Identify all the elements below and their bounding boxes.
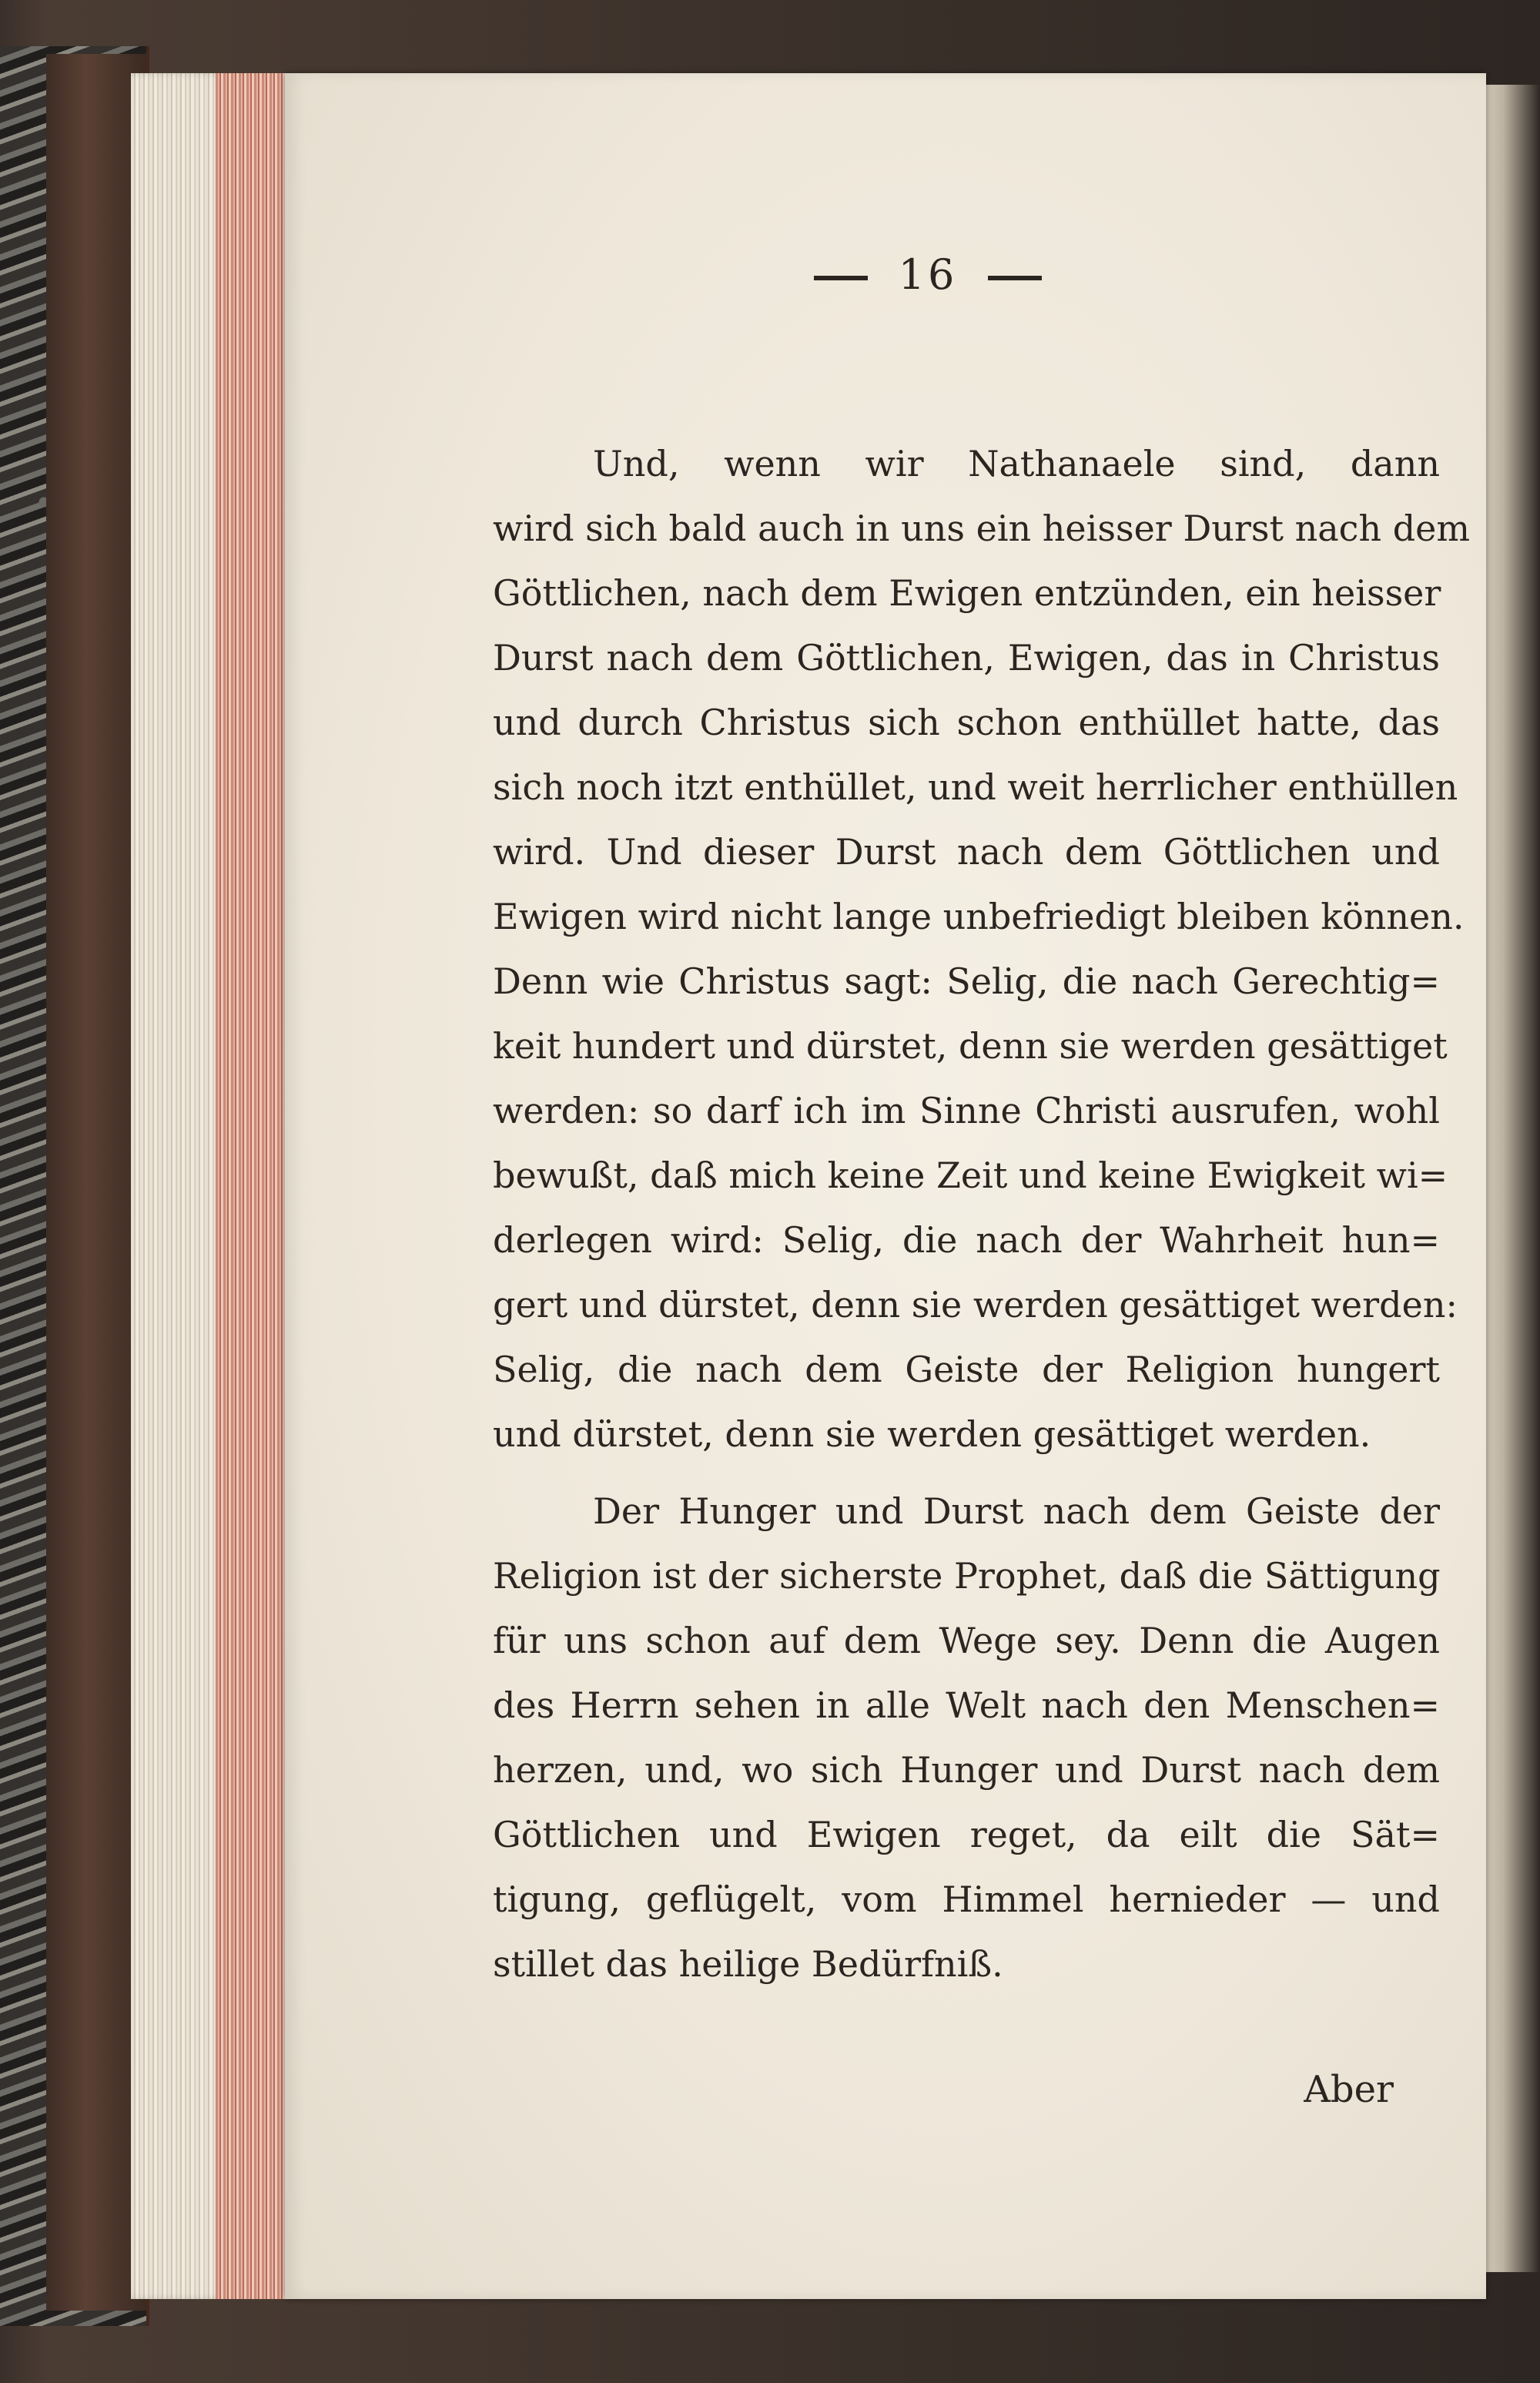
text-line: sich noch itzt enthüllet, und weit herrlicher enthüllen — [493, 766, 1458, 808]
text-line: Göttlichen, nach dem Ewigen entzünden, ein heisser — [493, 572, 1441, 614]
text-line: Denn wie Christus sagt: Selig, die nach Gerechtig= — [493, 960, 1440, 1002]
text-line: stillet das heilige Bedürfniß. — [493, 1943, 1003, 1985]
text-line: tigung, geflügelt, vom Himmel hernieder — und — [493, 1879, 1440, 1920]
red-page-edges — [216, 73, 285, 2299]
text-line: des Herrn sehen in alle Welt nach den Menschen= — [493, 1684, 1440, 1726]
paragraph-1 — [493, 431, 1470, 1466]
facing-page-edge — [1478, 85, 1540, 2272]
text-line: gert und dürstet, denn sie werden gesättiget werden: — [493, 1284, 1458, 1326]
text-line: für uns schon auf dem Wege sey. Denn die Augen — [493, 1620, 1440, 1661]
header-dash-left — [814, 276, 868, 280]
catchword: Aber — [1304, 2068, 1394, 2111]
text-line: derlegen wird: Selig, die nach der Wahrheit hun= — [493, 1219, 1440, 1261]
text-line: und dürstet, denn sie werden gesättiget werden. — [493, 1413, 1371, 1455]
text-line: Selig, die nach dem Geiste der Religion hungert — [493, 1349, 1440, 1390]
text-line: wird. Und dieser Durst nach dem Göttlichen und — [493, 831, 1440, 873]
text-line: Durst nach dem Göttlichen, Ewigen, das in Christus — [493, 637, 1440, 679]
text-line: bewußt, daß mich keine Zeit und keine Ewigkeit wi= — [493, 1155, 1448, 1196]
text-line: Der Hunger und Durst nach dem Geiste der — [593, 1490, 1440, 1532]
book-page — [285, 73, 1486, 2299]
text-line: keit hundert und dürstet, denn sie werden gesättiget — [493, 1025, 1448, 1067]
text-line: Und, wenn wir Nathanaele sind, dann — [593, 443, 1440, 484]
text-line: Religion ist der sicherste Prophet, daß die Sättigung — [493, 1555, 1441, 1597]
text-line: Ewigen wird nicht lange unbefriedigt bleiben können. — [493, 896, 1465, 937]
text-line: Göttlichen und Ewigen reget, da eilt die Sät= — [493, 1814, 1440, 1855]
text-line: werden: so darf ich im Sinne Christi ausrufen, wohl — [493, 1090, 1440, 1131]
paragraph-2 — [493, 1479, 1440, 1996]
text-line: herzen, und, wo sich Hunger und Durst nach dem — [493, 1749, 1440, 1791]
page-header — [416, 250, 1440, 299]
header-dash-right — [988, 276, 1042, 280]
text-line: wird sich bald auch in uns ein heisser Durst nach dem — [493, 508, 1470, 549]
text-line: und durch Christus sich schon enthüllet hatte, das — [493, 702, 1440, 743]
page-number: 16 — [898, 250, 958, 299]
